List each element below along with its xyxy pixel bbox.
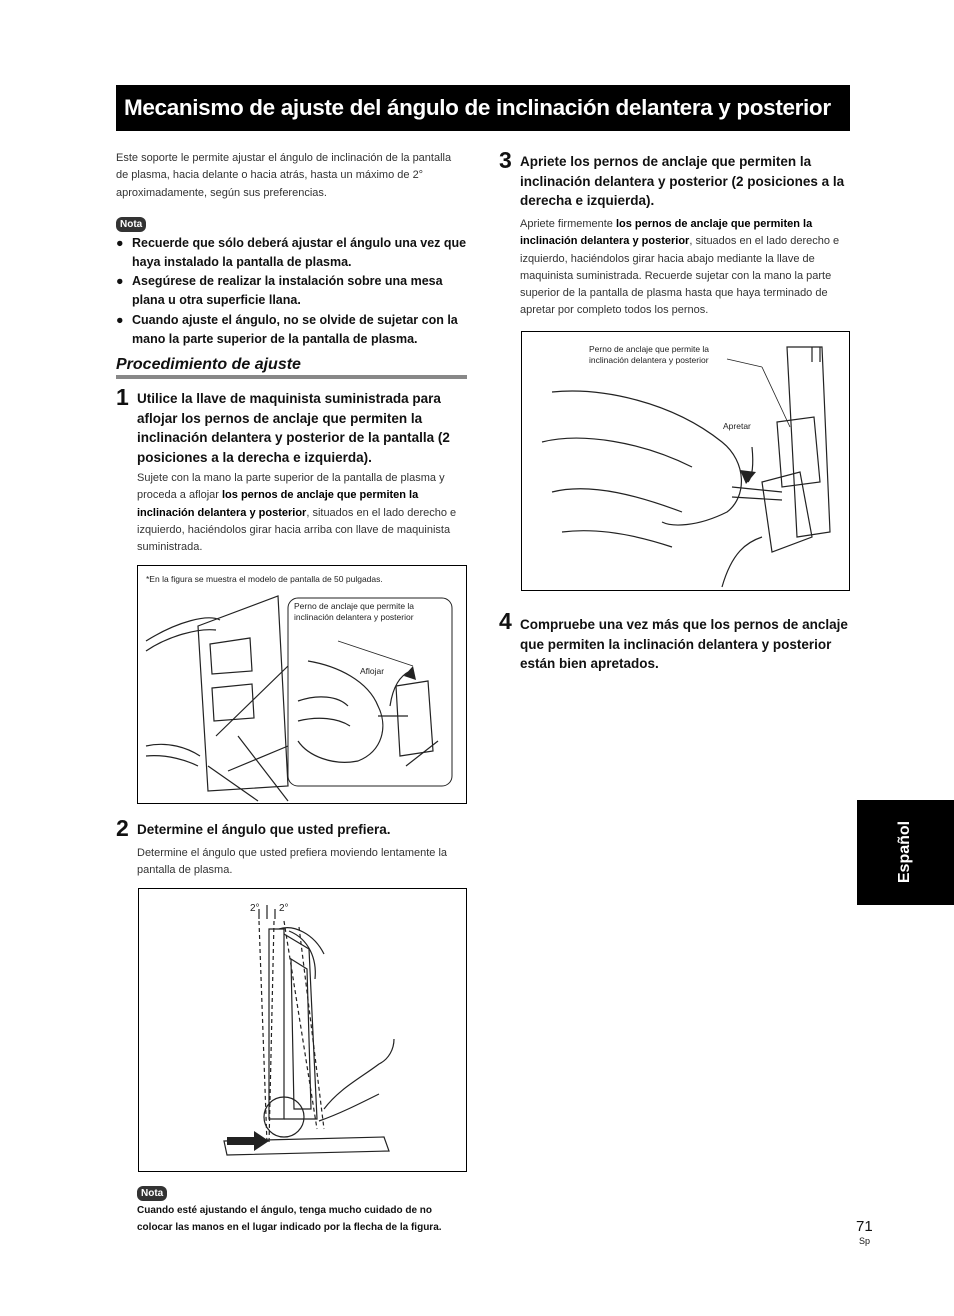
nota-badge — [116, 214, 146, 232]
step-body: Sujete con la mano la parte superior de la pantalla de plasma y proceda a aflojar los pernos de anclaje que permiten la inclinación delantera y posterior, situados en el lado derecho e izquierdo, haciéndolos girar hacia arriba con llave de maquinista suministrada. — [137, 472, 457, 554]
step-heading: Apriete los pernos de anclaje que permiten la inclinación delantera y posterior (2 posiciones a la derecha e izquierda). — [520, 154, 845, 208]
bolt-callout: Perno de anclaje que permite la inclinación delantera y posterior — [294, 601, 415, 622]
figure-angle — [138, 888, 467, 1172]
figure-note: *En la figura se muestra el modelo de pantalla de 50 pulgadas. — [146, 574, 383, 584]
step-number: 4 — [499, 608, 512, 634]
step-number: 2 — [116, 815, 129, 841]
angle-left-label: 2° — [250, 903, 260, 914]
step-body: Determine el ángulo que usted prefiera moviendo lentamente la pantalla de plasma. — [137, 847, 448, 877]
intro-text: Este soporte le permite ajustar el ángulo de inclinación de la pantalla de plasma, hacia delante o hacia atrás, hasta un máximo de 2° aproximadamente, según sus preferencias. — [116, 152, 452, 199]
section-title: Procedimiento de ajuste — [116, 356, 301, 373]
angle-right-label: 2° — [279, 903, 289, 914]
tighten-illustration — [522, 332, 851, 592]
note-item — [116, 234, 472, 270]
page-suffix: Sp — [859, 1236, 871, 1246]
step-heading: Compruebe una vez más que los pernos de anclaje que permiten la inclinación delantera y posterior están bien apretados. — [520, 617, 848, 671]
step-heading: Determine el ángulo que usted prefiera. — [137, 822, 391, 837]
nota-label: Nota — [116, 217, 146, 232]
step-body: Apriete firmemente los pernos de anclaje que permiten la inclinación delantera y posterior, situados en el lado derecho e izquierdo, haciéndolos girar hacia abajo mediante la llave de maquinista suministrada. Recuerde sujetar con la mano la parte superior de la pantalla de plasma hasta que haya terminado de apretar por completo todos los pernos. — [520, 218, 840, 317]
bolt-callout: Perno de anclaje que permite la inclinación delantera y posterior — [589, 344, 710, 365]
note-item — [116, 311, 472, 347]
nota-label: Nota — [137, 1186, 167, 1201]
note-text: Cuando ajuste el ángulo, no se olvide de sujetar con la mano la parte superior de la pantalla de plasma. — [132, 313, 458, 346]
bottom-note-text: Cuando esté ajustando el ángulo, tenga mucho cuidado de no colocar las manos en el lugar indicado por la flecha de la figura. — [137, 1205, 442, 1233]
note-text: Asegúrese de realizar la instalación sobre una mesa plana u otra superficie llana. — [132, 274, 443, 307]
figure-loosen — [137, 565, 467, 804]
page-title: Mecanismo de ajuste del ángulo de inclinación delantera y posterior — [116, 85, 850, 131]
page-number: 71 — [856, 1218, 873, 1235]
note-item — [116, 272, 472, 308]
step-heading: Utilice la llave de maquinista suministrada para aflojar los pernos de anclaje que permiten la inclinación delantera y posterior de la pantalla (2 posiciones a la derecha e izquierda). — [137, 391, 450, 465]
loosen-label: Aflojar — [360, 666, 385, 676]
tighten-label: Apretar — [723, 421, 751, 431]
bullet-icon: ● — [116, 274, 124, 288]
bullet-icon: ● — [116, 313, 124, 327]
step-number: 3 — [499, 147, 512, 173]
note-text: Recuerde que sólo deberá ajustar el ángulo una vez que haya instalado la pantalla de plasma. — [132, 236, 467, 269]
angle-illustration — [139, 889, 468, 1173]
section-rule — [116, 375, 467, 379]
figure-tighten — [521, 331, 850, 591]
language-label: Español — [896, 820, 913, 884]
language-tab — [857, 800, 954, 905]
nota-badge — [137, 1183, 167, 1201]
bullet-icon: ● — [116, 236, 124, 250]
step-number: 1 — [116, 384, 129, 410]
